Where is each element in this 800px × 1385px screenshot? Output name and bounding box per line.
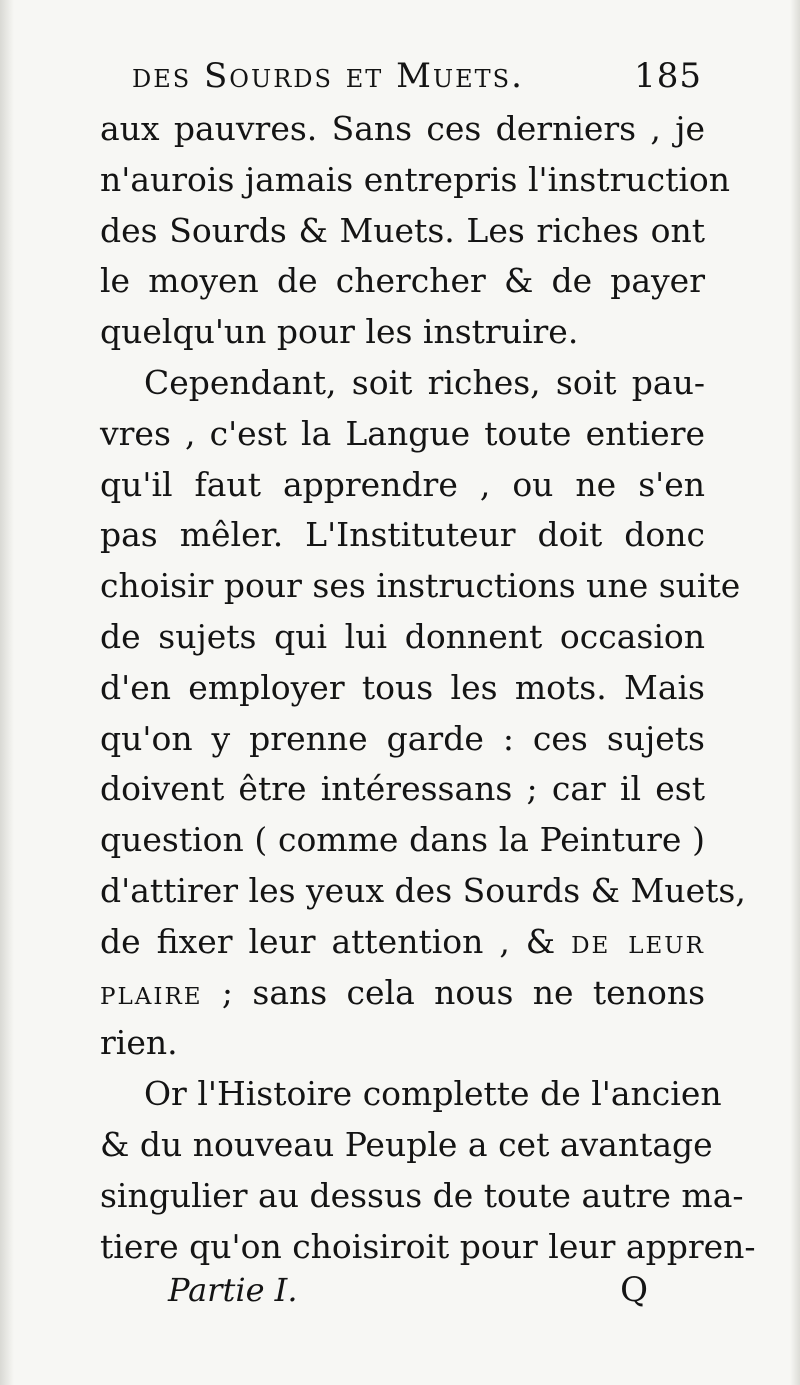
body-text xyxy=(100,104,756,1272)
text-line: question ( comme dans la Peinture ) xyxy=(100,820,705,860)
text-line: aux pauvres. Sans ces derniers , je xyxy=(100,109,705,148)
text-line: qu'il faut apprendre , ou ne s'en xyxy=(100,464,705,504)
page-edge-right xyxy=(790,0,800,1385)
page-edge-left xyxy=(0,0,14,1385)
text-line: d'en employer tous les mots. Mais xyxy=(100,667,705,707)
text-line: de sujets qui lui donnent occasion xyxy=(100,616,705,656)
page-number: 185 xyxy=(634,56,702,96)
running-header xyxy=(132,46,702,106)
text-line-with-emphasis xyxy=(100,968,705,1019)
text-line: doivent être intéressans ; car il est xyxy=(100,769,705,809)
gathering-letter: Q xyxy=(620,1270,648,1310)
text-line: n'aurois jamais entrepris l'instruction xyxy=(100,159,731,199)
text-line: qu'on y prenne garde : ces sujets xyxy=(100,718,705,758)
small-caps-emphasis: plaire xyxy=(100,972,203,1012)
text-line: quelqu'un pour les instruire. xyxy=(100,312,579,352)
text-line: singulier au dessus de toute autre ma- xyxy=(100,1175,744,1215)
text-segment: ; sans cela nous ne tenons xyxy=(221,972,706,1012)
text-line: des Sourds & Muets. Les riches ont xyxy=(100,210,705,250)
text-line-with-emphasis xyxy=(100,917,705,968)
text-line: Cependant, soit riches, soit pau- xyxy=(144,362,705,402)
text-line: pas mêler. L'Instituteur doit donc xyxy=(100,515,705,555)
page-footer xyxy=(168,1262,648,1318)
text-line: le moyen de chercher & de payer xyxy=(100,261,705,301)
text-line: tiere qu'on choisiroit pour leur appren- xyxy=(100,1226,756,1266)
text-line: Or l'Histoire complette de l'ancien xyxy=(144,1074,722,1114)
small-caps-emphasis: de leur xyxy=(571,921,706,961)
text-line: & du nouveau Peuple a cet avantage xyxy=(100,1124,713,1164)
signature-mark: Partie I. xyxy=(168,1271,298,1309)
text-line: vres , c'est la Langue toute entiere xyxy=(100,413,705,453)
text-line: rien. xyxy=(100,1023,178,1063)
text-line: choisir pour ses instructions une suite xyxy=(100,566,741,606)
text-line: d'attirer les yeux des Sourds & Muets, xyxy=(100,870,746,910)
text-segment: de fixer leur attention , & xyxy=(100,921,556,961)
running-title: des Sourds et Muets. xyxy=(132,56,524,96)
